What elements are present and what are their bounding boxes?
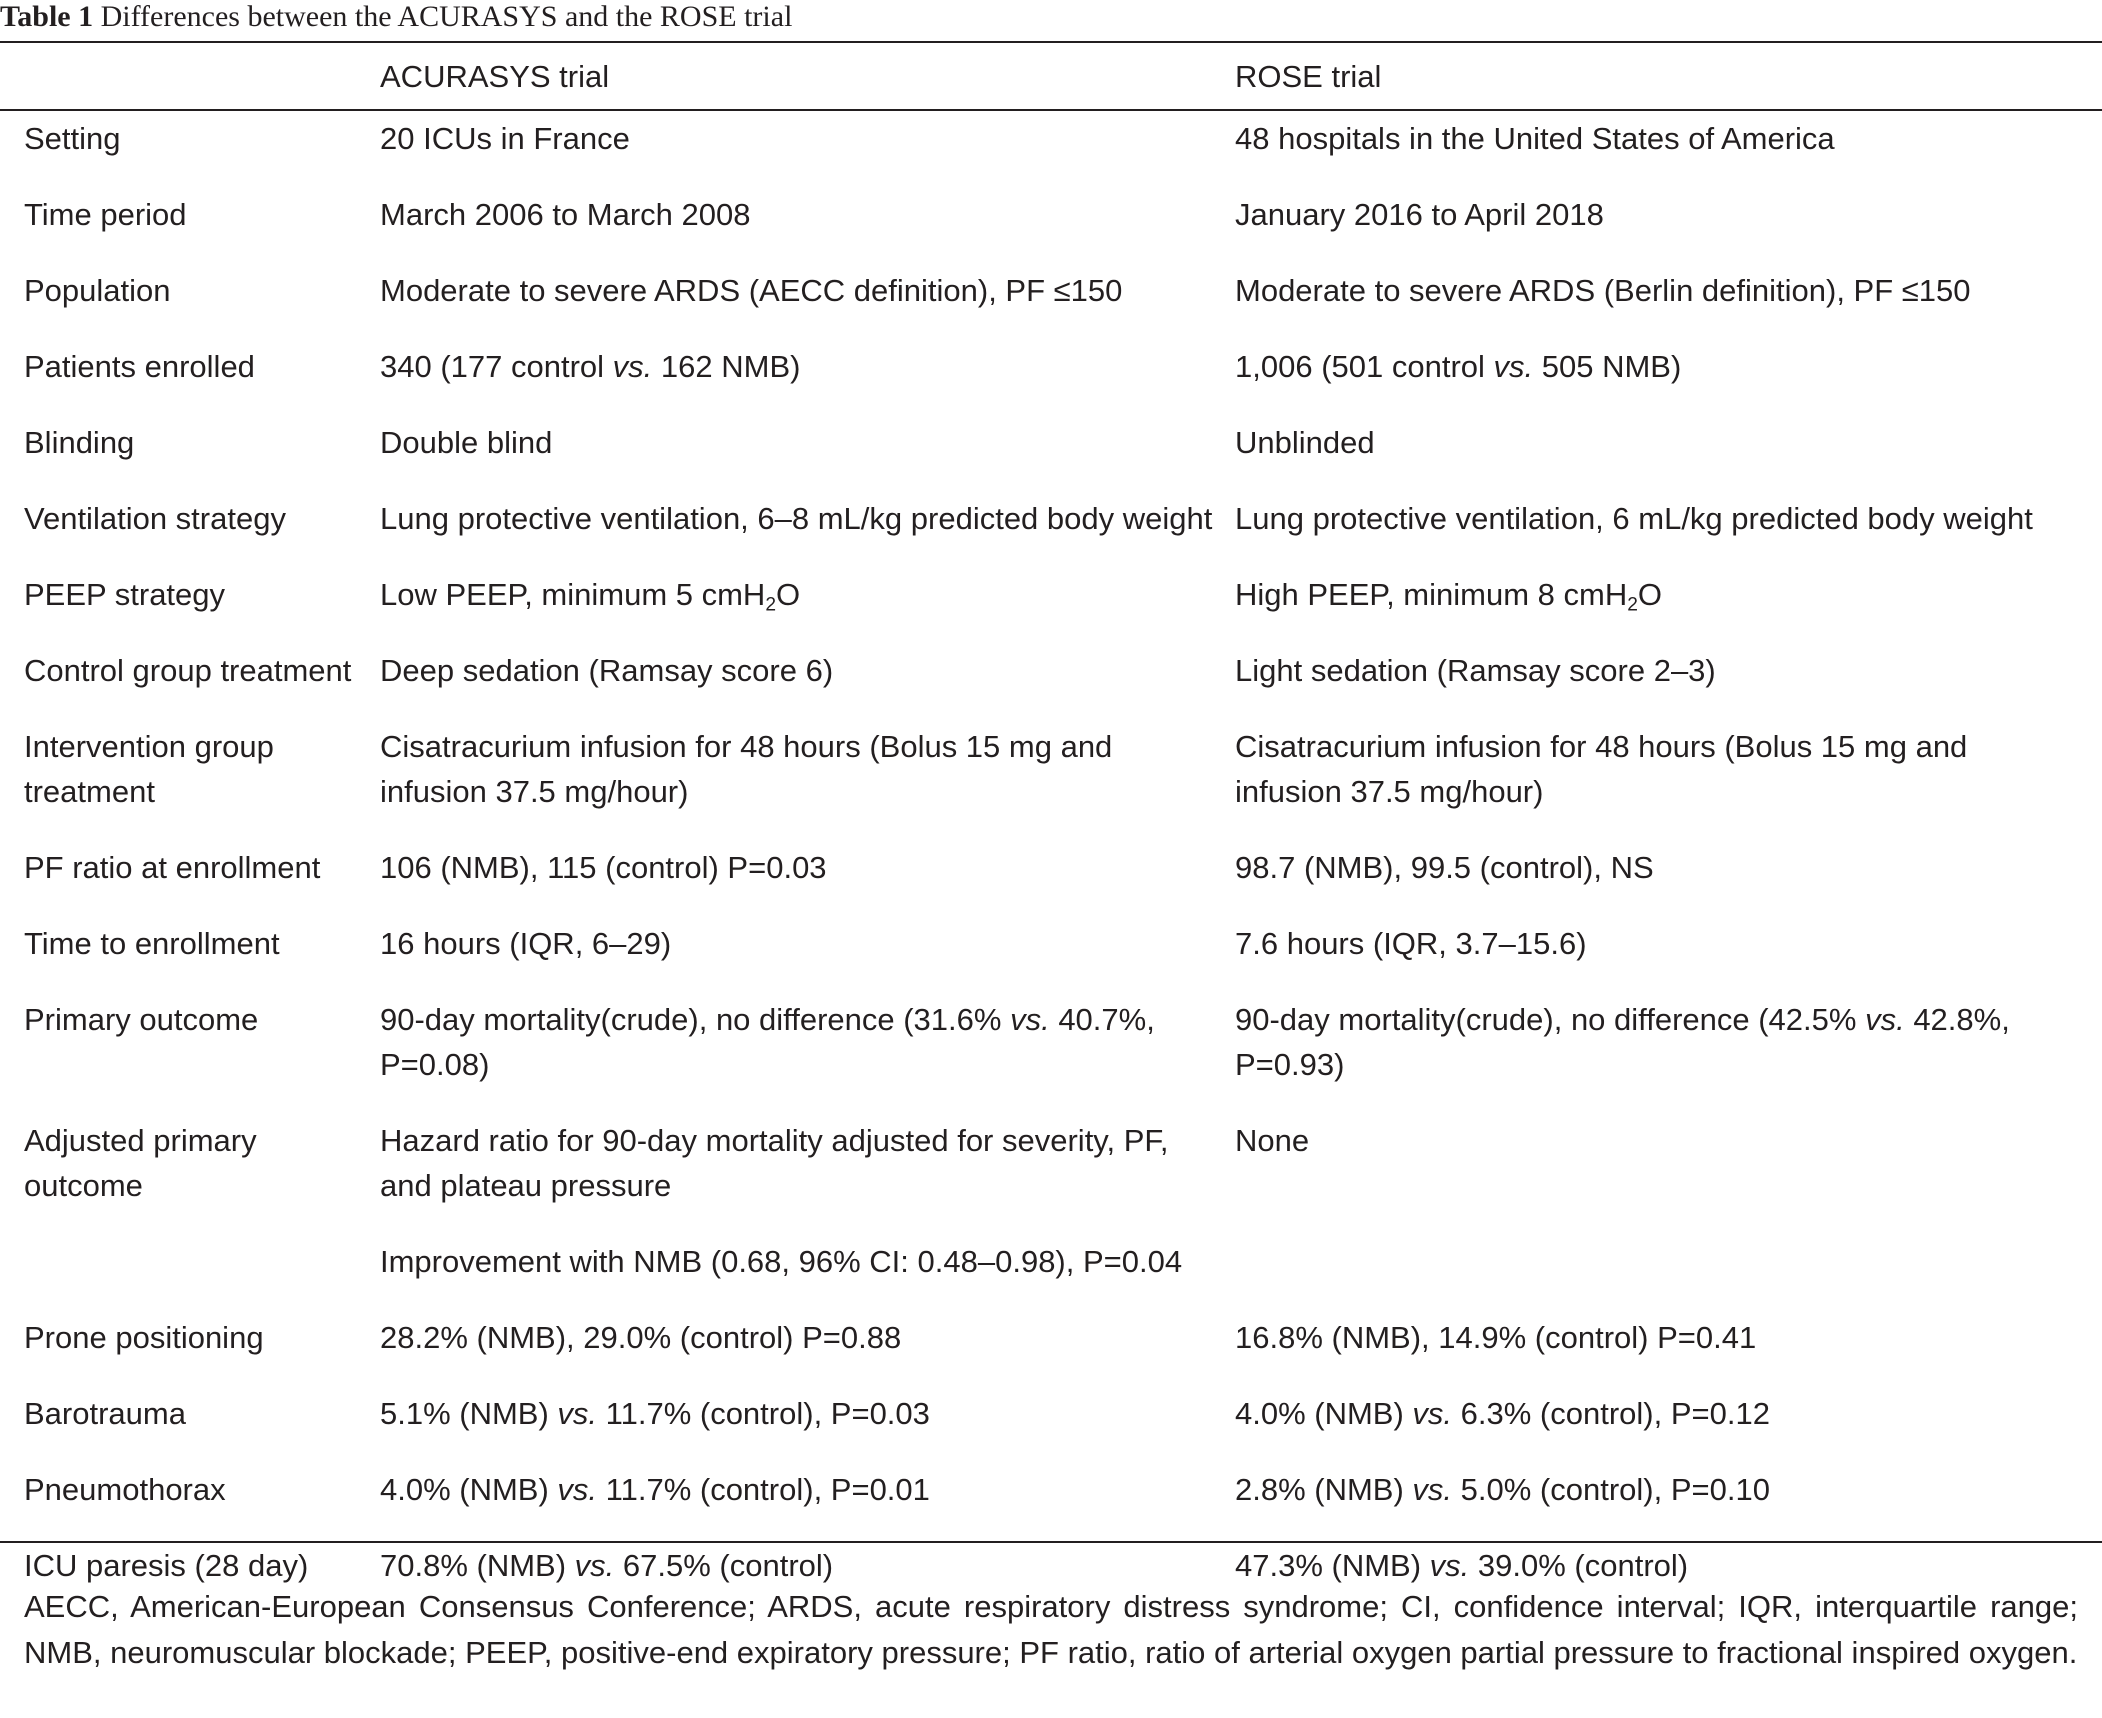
acurasys-cell: Moderate to severe ARDS (AECC definition), PF ≤150 — [380, 273, 1123, 308]
row-label: Patients enrolled — [24, 349, 255, 384]
cell-text: 70.8% (NMB) — [380, 1548, 575, 1583]
row-label — [0, 1232, 380, 1308]
rose-cell: Cisatracurium infusion for 48 hours (Bolus 15 mg and infusion 37.5 mg/hour) — [1235, 729, 1968, 809]
vs-italic: vs. — [1865, 1002, 1905, 1037]
rose-cell: Lung protective ventilation, 6 mL/kg predicted body weight — [1235, 501, 2033, 536]
rose-cell: Moderate to severe ARDS (Berlin definition), PF ≤150 — [1235, 273, 1971, 308]
cell-text: 340 (177 control — [380, 349, 613, 384]
acurasys-cell: 16 hours (IQR, 6–29) — [380, 926, 672, 961]
cell-text: 1,006 (501 control — [1235, 349, 1494, 384]
rose-cell — [1235, 1384, 2102, 1460]
vs-italic: vs. — [612, 349, 653, 384]
table-row — [0, 109, 2102, 185]
row-label: PF ratio at enrollment — [24, 850, 321, 885]
table-row — [0, 1308, 2102, 1384]
cell-text: 162 NMB) — [652, 349, 801, 384]
rose-cell: 16.8% (NMB), 14.9% (control) P=0.41 — [1235, 1320, 1757, 1355]
table-row — [0, 489, 2102, 565]
cell-text: 4.0% (NMB) — [1235, 1396, 1413, 1431]
cell-text: 5.0% (control), P=0.10 — [1452, 1472, 1770, 1507]
vs-italic: vs. — [557, 1472, 598, 1507]
rose-cell — [1235, 1460, 2102, 1536]
vs-italic: vs. — [557, 1396, 598, 1431]
acurasys-cell — [380, 565, 1235, 641]
cell-text: 90-day mortality(crude), no difference (31.6% — [380, 1002, 1011, 1037]
table-row — [0, 641, 2102, 717]
cell-text: 67.5% (control) — [614, 1548, 834, 1583]
table-title: Differences between the ACURASYS and the ROSE trial — [100, 0, 793, 33]
cell-text: 42.8%, P=0.93) — [1235, 1002, 2010, 1082]
row-label: Adjusted primary outcome — [24, 1123, 257, 1203]
row-label: Blinding — [24, 425, 135, 460]
rose-cell — [1235, 337, 2102, 413]
acurasys-cell: March 2006 to March 2008 — [380, 197, 751, 232]
table-row — [0, 838, 2102, 914]
cell-text: O — [776, 577, 801, 612]
cell-text: O — [1637, 577, 1663, 612]
table-row — [0, 565, 2102, 641]
rose-cell: Light sedation (Ramsay score 2–3) — [1235, 653, 1716, 688]
cell-text: 505 NMB) — [1533, 349, 1682, 384]
vs-italic: vs. — [1412, 1396, 1453, 1431]
table-row — [0, 990, 2102, 1111]
subscript: 2 — [765, 594, 777, 616]
row-label: Prone positioning — [24, 1320, 264, 1355]
table-row — [0, 413, 2102, 489]
vs-italic: vs. — [574, 1548, 615, 1583]
bottom-rule — [0, 1541, 2102, 1543]
cell-text: 6.3% (control), P=0.12 — [1452, 1396, 1770, 1431]
subscript: 2 — [1627, 594, 1638, 616]
rose-cell — [1235, 565, 2102, 641]
table-row — [0, 1460, 2102, 1536]
rose-cell: 98.7 (NMB), 99.5 (control), NS — [1235, 850, 1654, 885]
table-row — [0, 261, 2102, 337]
rose-cell: 48 hospitals in the United States of America — [1235, 121, 1835, 156]
acurasys-cell: Double blind — [380, 425, 553, 460]
table-number: Table 1 — [0, 0, 94, 33]
cell-text: High PEEP, minimum 8 cmH — [1235, 577, 1628, 612]
table-row — [0, 717, 2102, 838]
acurasys-cell: 20 ICUs in France — [380, 121, 630, 156]
cell-text: 39.0% (control) — [1469, 1548, 1689, 1583]
acurasys-cell: Cisatracurium infusion for 48 hours (Bolus 15 mg and infusion 37.5 mg/hour) — [380, 729, 1113, 809]
acurasys-cell: 28.2% (NMB), 29.0% (control) P=0.88 — [380, 1320, 902, 1355]
row-label: Primary outcome — [24, 1002, 259, 1037]
vs-italic: vs. — [1493, 349, 1534, 384]
row-label: Barotrauma — [24, 1396, 186, 1431]
row-label: Time period — [24, 197, 187, 232]
rose-cell: January 2016 to April 2018 — [1235, 197, 1604, 232]
acurasys-cell — [380, 1384, 1235, 1460]
row-label: Population — [24, 273, 171, 308]
rose-cell: None — [1235, 1123, 1310, 1158]
row-label: Control group treatment — [24, 653, 352, 688]
acurasys-cell: Lung protective ventilation, 6–8 mL/kg predicted body weight — [380, 501, 1213, 536]
header-cell-label — [0, 41, 380, 109]
row-label: Time to enrollment — [24, 926, 280, 961]
vs-italic: vs. — [1412, 1472, 1453, 1507]
comparison-table — [0, 41, 2102, 1612]
table-row — [0, 1111, 2102, 1232]
rose-cell — [1235, 1232, 2102, 1308]
table-row — [0, 337, 2102, 413]
table-caption — [0, 0, 792, 40]
table-row — [0, 1384, 2102, 1460]
row-label: Pneumothorax — [24, 1472, 226, 1507]
rose-cell — [1235, 990, 2102, 1111]
rose-cell: Unblinded — [1235, 425, 1375, 460]
acurasys-cell — [380, 990, 1235, 1111]
cell-text: 5.1% (NMB) — [380, 1396, 558, 1431]
cell-text: 11.7% (control), P=0.03 — [597, 1396, 930, 1431]
rose-cell: 7.6 hours (IQR, 3.7–15.6) — [1235, 926, 1587, 961]
vs-italic: vs. — [1010, 1002, 1050, 1037]
cell-text: 2.8% (NMB) — [1235, 1472, 1413, 1507]
cell-text: 90-day mortality(crude), no difference (42.5% — [1235, 1002, 1866, 1037]
acurasys-cell — [380, 337, 1235, 413]
table-row — [0, 1232, 2102, 1308]
row-label: Intervention group treatment — [24, 729, 274, 809]
cell-text: 4.0% (NMB) — [380, 1472, 558, 1507]
table-footnote: AECC, American-European Consensus Conference; ARDS, acute respiratory distress syndrome; CI, confidence interval; IQR, interquartile range; NMB, neuromuscular blockade; PEEP, positive-end expiratory pressure; PF ratio, ratio of arterial oxygen partial pressure to fractional inspired oxygen. — [24, 1589, 2078, 1670]
row-label: PEEP strategy — [24, 577, 226, 612]
row-label: ICU paresis (28 day) — [24, 1548, 309, 1583]
cell-text: 47.3% (NMB) — [1235, 1548, 1430, 1583]
cell-text: 11.7% (control), P=0.01 — [597, 1472, 930, 1507]
table-body — [0, 109, 2102, 1612]
acurasys-cell: 106 (NMB), 115 (control) P=0.03 — [380, 850, 827, 885]
header-cell-acurasys: ACURASYS trial — [380, 59, 610, 94]
header-row — [0, 41, 2102, 109]
acurasys-cell: Hazard ratio for 90-day mortality adjusted for severity, PF, and plateau pressure — [380, 1123, 1169, 1203]
cell-text: Low PEEP, minimum 5 cmH — [380, 577, 766, 612]
acurasys-cell: Deep sedation (Ramsay score 6) — [380, 653, 834, 688]
table-row — [0, 185, 2102, 261]
row-label: Setting — [24, 121, 121, 156]
row-label: Ventilation strategy — [24, 501, 286, 536]
table-row — [0, 914, 2102, 990]
vs-italic: vs. — [1429, 1548, 1470, 1583]
acurasys-cell — [380, 1460, 1235, 1536]
acurasys-cell: Improvement with NMB (0.68, 96% CI: 0.48–0.98), P=0.04 — [380, 1244, 1183, 1279]
header-cell-rose: ROSE trial — [1235, 59, 1382, 94]
cell-text: 40.7%, P=0.08) — [380, 1002, 1155, 1082]
